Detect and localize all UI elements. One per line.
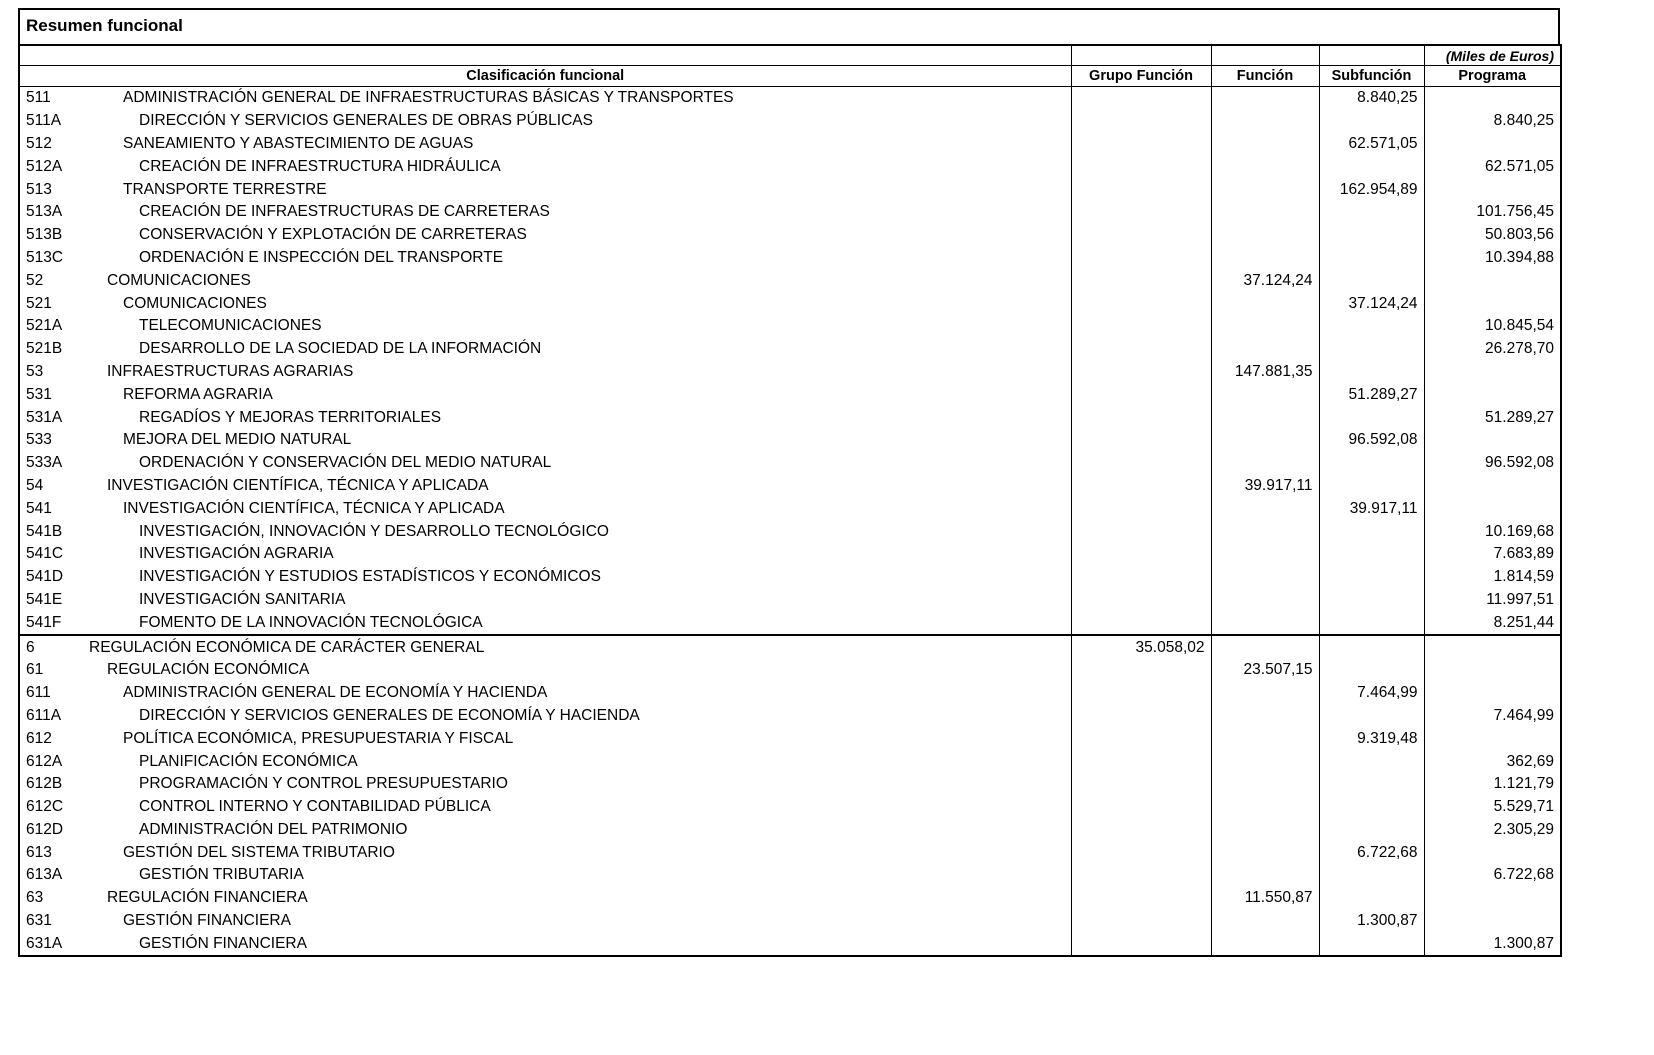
row-grupo-funcion [1071,566,1211,589]
table-row [19,475,1561,498]
table-row [19,611,1561,635]
row-funcion: 37.124,24 [1211,269,1319,292]
header-grupo-funcion: Grupo Función [1071,66,1211,87]
row-funcion [1211,727,1319,750]
row-programa [1424,635,1561,659]
row-code: 521B [26,340,63,358]
row-funcion: 39.917,11 [1211,475,1319,498]
row-funcion [1211,383,1319,406]
row-grupo-funcion [1071,383,1211,406]
row-subfuncion [1319,269,1424,292]
row-funcion [1211,864,1319,887]
row-grupo-funcion [1071,520,1211,543]
row-description: INVESTIGACIÓN Y ESTUDIOS ESTADÍSTICOS Y ECONÓMICOS [139,568,601,586]
row-code: 521 [26,294,52,312]
row-subfuncion [1319,796,1424,819]
row-programa [1424,841,1561,864]
row-subfuncion [1319,611,1424,635]
row-code: 533 [26,431,52,449]
row-code: 53 [26,362,44,380]
row-funcion [1211,201,1319,224]
row-funcion [1211,910,1319,933]
row-code: 612A [26,752,63,770]
row-grupo-funcion [1071,841,1211,864]
row-grupo-funcion [1071,750,1211,773]
row-grupo-funcion [1071,178,1211,201]
row-code: 61 [26,661,44,679]
row-code: 612C [26,798,64,816]
row-programa [1424,133,1561,156]
row-grupo-funcion [1071,247,1211,270]
table-row [19,452,1561,475]
row-subfuncion: 162.954,89 [1319,178,1424,201]
row-code: 631A [26,934,63,952]
row-description: CONSERVACIÓN Y EXPLOTACIÓN DE CARRETERAS [139,226,527,244]
table-row [19,338,1561,361]
row-description: GESTIÓN FINANCIERA [123,912,291,930]
row-description: COMUNICACIONES [123,294,267,312]
row-funcion [1211,178,1319,201]
row-funcion [1211,247,1319,270]
row-subfuncion [1319,659,1424,682]
row-subfuncion: 6.722,68 [1319,841,1424,864]
row-code: 611 [26,684,51,702]
row-subfuncion [1319,566,1424,589]
table-row [19,497,1561,520]
row-grupo-funcion [1071,429,1211,452]
row-funcion [1211,133,1319,156]
table-row [19,315,1561,338]
row-funcion [1211,682,1319,705]
row-code: 513B [26,226,63,244]
row-funcion [1211,796,1319,819]
row-grupo-funcion [1071,315,1211,338]
row-funcion [1211,224,1319,247]
table-row [19,292,1561,315]
row-code: 533A [26,454,63,472]
row-grupo-funcion [1071,887,1211,910]
row-code: 541B [26,522,63,540]
row-subfuncion [1319,155,1424,178]
row-grupo-funcion [1071,475,1211,498]
row-description: TELECOMUNICACIONES [139,317,322,335]
row-code: 541 [26,499,52,517]
row-grupo-funcion [1071,269,1211,292]
row-funcion [1211,406,1319,429]
row-programa: 2.305,29 [1424,819,1561,842]
row-programa: 1.814,59 [1424,566,1561,589]
row-description: TRANSPORTE TERRESTRE [123,180,327,198]
row-funcion: 23.507,15 [1211,659,1319,682]
row-subfuncion: 1.300,87 [1319,910,1424,933]
row-code: 612B [26,775,63,793]
row-programa: 362,69 [1424,750,1561,773]
row-subfuncion [1319,201,1424,224]
row-code: 612 [26,729,52,747]
row-subfuncion: 39.917,11 [1319,497,1424,520]
units-label: (Miles de Euros) [1424,45,1561,66]
row-subfuncion [1319,224,1424,247]
row-funcion [1211,87,1319,110]
table-row [19,87,1561,110]
row-description: GESTIÓN DEL SISTEMA TRIBUTARIO [123,843,395,861]
row-code: 513A [26,203,63,221]
row-code: 511 [26,89,51,107]
table-row [19,887,1561,910]
row-description: REGULACIÓN ECONÓMICA [107,661,310,679]
row-programa: 10.845,54 [1424,315,1561,338]
row-programa [1424,292,1561,315]
row-programa: 50.803,56 [1424,224,1561,247]
row-description: PLANIFICACIÓN ECONÓMICA [139,752,358,770]
table-row [19,819,1561,842]
row-programa: 8.840,25 [1424,110,1561,133]
row-subfuncion [1319,589,1424,612]
row-funcion [1211,932,1319,956]
row-programa: 6.722,68 [1424,864,1561,887]
row-funcion [1211,705,1319,728]
row-funcion [1211,429,1319,452]
row-subfuncion [1319,110,1424,133]
row-grupo-funcion [1071,910,1211,933]
row-code: 521A [26,317,63,335]
header-clasificacion: Clasificación funcional [19,66,1071,87]
row-code: 611A [26,706,62,724]
row-funcion [1211,155,1319,178]
row-description: FOMENTO DE LA INNOVACIÓN TECNOLÓGICA [139,613,483,631]
row-grupo-funcion [1071,727,1211,750]
row-description: MEJORA DEL MEDIO NATURAL [123,431,352,449]
row-subfuncion [1319,705,1424,728]
row-programa [1424,659,1561,682]
row-grupo-funcion [1071,682,1211,705]
row-code: 541D [26,568,64,586]
row-grupo-funcion [1071,773,1211,796]
row-code: 541C [26,545,64,563]
document-page [18,8,1560,957]
row-funcion [1211,819,1319,842]
table-row [19,224,1561,247]
row-code: 54 [26,476,44,494]
table-row [19,682,1561,705]
row-funcion [1211,452,1319,475]
row-programa: 62.571,05 [1424,155,1561,178]
functional-summary-table [18,44,1562,957]
row-code: 612D [26,820,64,838]
row-grupo-funcion [1071,497,1211,520]
row-subfuncion [1319,452,1424,475]
table-row [19,566,1561,589]
row-programa [1424,887,1561,910]
row-description: DESARROLLO DE LA SOCIEDAD DE LA INFORMACIÓN [139,340,542,358]
row-grupo-funcion [1071,452,1211,475]
table-row [19,429,1561,452]
header-funcion: Función [1211,66,1319,87]
row-programa [1424,87,1561,110]
units-row [19,45,1561,66]
row-programa [1424,682,1561,705]
row-description: REFORMA AGRARIA [123,385,273,403]
row-funcion [1211,497,1319,520]
row-grupo-funcion [1071,864,1211,887]
table-row [19,133,1561,156]
row-subfuncion [1319,864,1424,887]
row-grupo-funcion [1071,406,1211,429]
row-description: ORDENACIÓN Y CONSERVACIÓN DEL MEDIO NATURAL [139,454,552,472]
row-description: INVESTIGACIÓN AGRARIA [139,545,334,563]
row-programa [1424,727,1561,750]
row-code: 531 [26,385,52,403]
table-row [19,727,1561,750]
row-funcion [1211,110,1319,133]
row-programa: 1.121,79 [1424,773,1561,796]
row-description: DIRECCIÓN Y SERVICIOS GENERALES DE ECONOMÍA Y HACIENDA [139,706,640,724]
row-grupo-funcion [1071,819,1211,842]
row-description: REGADÍOS Y MEJORAS TERRITORIALES [139,408,442,426]
table-row [19,247,1561,270]
header-row [19,66,1561,87]
table-body [19,87,1561,957]
table-row [19,705,1561,728]
table-row [19,269,1561,292]
row-programa [1424,497,1561,520]
row-funcion: 147.881,35 [1211,361,1319,384]
row-programa [1424,269,1561,292]
row-code: 613A [26,866,63,884]
row-code: 613 [26,843,52,861]
row-subfuncion [1319,819,1424,842]
table-row [19,864,1561,887]
row-subfuncion [1319,247,1424,270]
row-programa: 10.394,88 [1424,247,1561,270]
row-subfuncion [1319,932,1424,956]
row-funcion [1211,315,1319,338]
table-row [19,773,1561,796]
table-row [19,635,1561,659]
row-subfuncion: 96.592,08 [1319,429,1424,452]
row-programa [1424,383,1561,406]
row-subfuncion [1319,750,1424,773]
row-description: COMUNICACIONES [107,271,251,289]
row-code: 63 [26,889,44,907]
table-row [19,361,1561,384]
row-programa [1424,429,1561,452]
row-programa: 101.756,45 [1424,201,1561,224]
row-grupo-funcion [1071,338,1211,361]
row-description: GESTIÓN FINANCIERA [139,934,307,952]
row-description: ORDENACIÓN E INSPECCIÓN DEL TRANSPORTE [139,248,504,266]
row-subfuncion [1319,635,1424,659]
row-grupo-funcion [1071,201,1211,224]
row-programa: 11.997,51 [1424,589,1561,612]
header-subfuncion: Subfunción [1319,66,1424,87]
row-grupo-funcion [1071,543,1211,566]
table-row [19,178,1561,201]
row-subfuncion: 9.319,48 [1319,727,1424,750]
row-programa [1424,178,1561,201]
row-code: 6 [19,635,71,659]
row-programa: 26.278,70 [1424,338,1561,361]
row-programa: 96.592,08 [1424,452,1561,475]
row-description: ADMINISTRACIÓN DEL PATRIMONIO [139,820,408,838]
row-funcion [1211,635,1319,659]
row-subfuncion: 51.289,27 [1319,383,1424,406]
row-code: 531A [26,408,63,426]
row-grupo-funcion [1071,796,1211,819]
row-funcion [1211,611,1319,635]
row-grupo-funcion [1071,110,1211,133]
row-code: 512 [26,134,52,152]
row-code: 52 [26,271,44,289]
row-programa [1424,361,1561,384]
table-row [19,543,1561,566]
row-subfuncion [1319,338,1424,361]
row-grupo-funcion: 35.058,02 [1071,635,1211,659]
table-row [19,796,1561,819]
row-subfuncion: 7.464,99 [1319,682,1424,705]
row-programa: 51.289,27 [1424,406,1561,429]
table-row [19,841,1561,864]
row-code: 513 [26,180,52,198]
row-programa: 1.300,87 [1424,932,1561,956]
table-row [19,155,1561,178]
row-description: POLÍTICA ECONÓMICA, PRESUPUESTARIA Y FISCAL [123,729,514,747]
row-description: PROGRAMACIÓN Y CONTROL PRESUPUESTARIO [139,775,508,793]
row-funcion [1211,589,1319,612]
row-description: DIRECCIÓN Y SERVICIOS GENERALES DE OBRAS PÚBLICAS [139,112,593,130]
row-code: 631 [26,912,52,930]
row-grupo-funcion [1071,932,1211,956]
row-grupo-funcion [1071,133,1211,156]
row-code: 511A [26,112,62,130]
row-subfuncion [1319,315,1424,338]
table-row [19,659,1561,682]
row-description: CONTROL INTERNO Y CONTABILIDAD PÚBLICA [139,798,491,816]
row-subfuncion [1319,887,1424,910]
row-funcion [1211,750,1319,773]
row-code: 512A [26,157,63,175]
table-row [19,932,1561,956]
row-funcion [1211,338,1319,361]
row-grupo-funcion [1071,292,1211,315]
row-description: ADMINISTRACIÓN GENERAL DE ECONOMÍA Y HACIENDA [123,684,548,702]
row-funcion [1211,543,1319,566]
row-funcion [1211,841,1319,864]
row-code: 541F [26,613,62,631]
row-grupo-funcion [1071,361,1211,384]
row-funcion [1211,520,1319,543]
row-description: CREACIÓN DE INFRAESTRUCTURA HIDRÁULICA [139,157,501,175]
table-row [19,383,1561,406]
row-programa: 5.529,71 [1424,796,1561,819]
row-grupo-funcion [1071,705,1211,728]
row-subfuncion: 8.840,25 [1319,87,1424,110]
row-description: INVESTIGACIÓN CIENTÍFICA, TÉCNICA Y APLICADA [107,476,489,494]
row-programa [1424,910,1561,933]
row-programa: 8.251,44 [1424,611,1561,635]
row-subfuncion [1319,543,1424,566]
row-code: 541E [26,590,63,608]
table-row [19,110,1561,133]
row-programa: 10.169,68 [1424,520,1561,543]
row-grupo-funcion [1071,155,1211,178]
row-subfuncion [1319,475,1424,498]
row-subfuncion [1319,520,1424,543]
document-title: Resumen funcional [18,8,1560,44]
row-programa: 7.683,89 [1424,543,1561,566]
table-row [19,750,1561,773]
table-row [19,406,1561,429]
row-programa: 7.464,99 [1424,705,1561,728]
row-description: CREACIÓN DE INFRAESTRUCTURAS DE CARRETERAS [139,203,550,221]
row-subfuncion [1319,406,1424,429]
row-funcion [1211,566,1319,589]
row-subfuncion: 62.571,05 [1319,133,1424,156]
row-subfuncion [1319,361,1424,384]
row-grupo-funcion [1071,589,1211,612]
row-subfuncion: 37.124,24 [1319,292,1424,315]
row-funcion [1211,292,1319,315]
row-description: INVESTIGACIÓN CIENTÍFICA, TÉCNICA Y APLICADA [123,499,505,517]
row-code: 513C [26,248,64,266]
row-grupo-funcion [1071,611,1211,635]
row-grupo-funcion [1071,224,1211,247]
table-row [19,520,1561,543]
row-description: SANEAMIENTO Y ABASTECIMIENTO DE AGUAS [123,134,474,152]
header-programa: Programa [1424,66,1561,87]
table-row [19,201,1561,224]
row-description: INFRAESTRUCTURAS AGRARIAS [107,362,354,380]
row-subfuncion [1319,773,1424,796]
row-funcion [1211,773,1319,796]
row-funcion: 11.550,87 [1211,887,1319,910]
row-programa [1424,475,1561,498]
row-description: REGULACIÓN FINANCIERA [107,889,308,907]
row-description: INVESTIGACIÓN, INNOVACIÓN Y DESARROLLO TECNOLÓGICO [139,522,609,540]
row-description: INVESTIGACIÓN SANITARIA [139,590,346,608]
table-row [19,910,1561,933]
table-row [19,589,1561,612]
row-description: REGULACIÓN ECONÓMICA DE CARÁCTER GENERAL [71,635,1071,659]
row-description: GESTIÓN TRIBUTARIA [139,866,304,884]
row-grupo-funcion [1071,659,1211,682]
row-grupo-funcion [1071,87,1211,110]
row-description: ADMINISTRACIÓN GENERAL DE INFRAESTRUCTURAS BÁSICAS Y TRANSPORTES [123,89,734,107]
